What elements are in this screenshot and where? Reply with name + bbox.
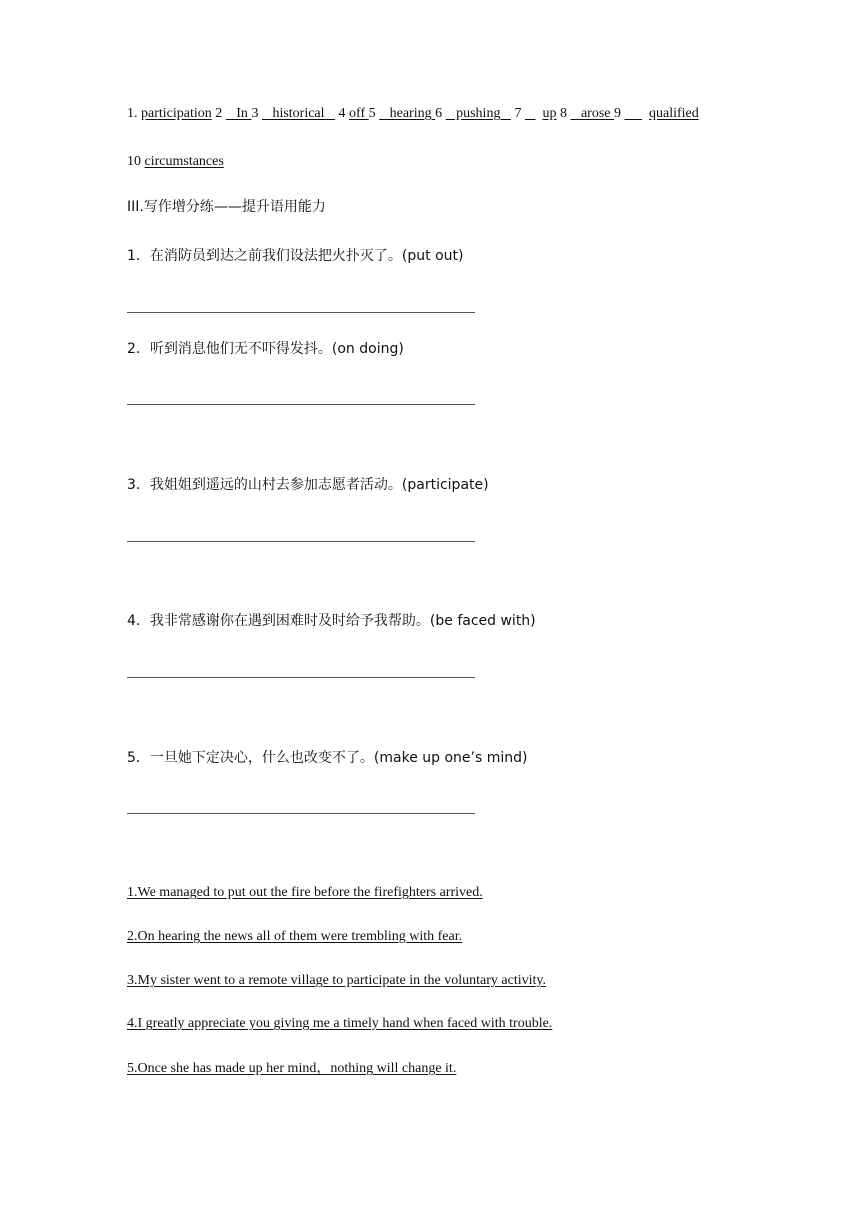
answer-number: 1. — [127, 106, 141, 121]
answer-key-1: 1.We managed to put out the fire before the firefighters arrived. — [127, 885, 483, 900]
answer-word: hearing — [379, 106, 436, 121]
answer-word: pushing — [445, 106, 511, 121]
answer-number: 4 — [335, 106, 350, 121]
answer-number: 10 — [127, 154, 145, 169]
question-4: 4．我非常感谢你在遇到困难时及时给予我帮助。(be faced with) — [127, 613, 536, 629]
answer-word: circumstances — [144, 154, 224, 169]
answer-number: 6 — [435, 106, 446, 121]
answer-number: 7 — [510, 106, 525, 121]
answer-number: 2 — [211, 106, 226, 121]
answer-word: historical — [261, 106, 336, 121]
section-heading: III.写作增分练——提升语用能力 — [127, 199, 326, 215]
answer-blank-3 — [127, 541, 475, 542]
answers-line-1 — [127, 105, 699, 123]
answer-number — [642, 106, 649, 121]
answer-key-4: 4.I greatly appreciate you giving me a timely hand when faced with trouble. — [127, 1016, 553, 1031]
answer-blank-5 — [127, 813, 475, 814]
answer-blank-4 — [127, 677, 475, 678]
answer-key-5: 5.Once she has made up her mind，nothing will change it. — [127, 1061, 457, 1076]
question-2: 2．听到消息他们无不吓得发抖。(on doing) — [127, 341, 404, 357]
answer-word: In — [225, 106, 252, 121]
question-3: 3．我姐姐到遥远的山村去参加志愿者活动。(participate) — [127, 477, 489, 493]
answers-line-2 — [127, 153, 224, 171]
answer-number: 9 — [614, 106, 625, 121]
answer-word — [525, 106, 536, 121]
answer-word: off — [349, 106, 369, 121]
answer-word: arose — [570, 106, 614, 121]
answer-key-3: 3.My sister went to a remote village to participate in the voluntary activity. — [127, 973, 546, 988]
answer-blank-2 — [127, 404, 475, 405]
answer-word — [625, 106, 643, 121]
answer-word: qualified — [649, 106, 699, 121]
answer-word: participation — [141, 106, 212, 121]
answer-number: 3 — [251, 106, 262, 121]
answer-blank-1 — [127, 312, 475, 313]
answer-number: 5 — [368, 106, 380, 121]
answer-word: up — [542, 106, 557, 121]
answer-key-2: 2.On hearing the news all of them were trembling with fear. — [127, 929, 463, 944]
question-5: 5．一旦她下定决心，什么也改变不了。(make up one’s mind) — [127, 750, 528, 766]
answer-number: 8 — [556, 106, 571, 121]
question-1: 1．在消防员到达之前我们设法把火扑灭了。(put out) — [127, 248, 464, 264]
